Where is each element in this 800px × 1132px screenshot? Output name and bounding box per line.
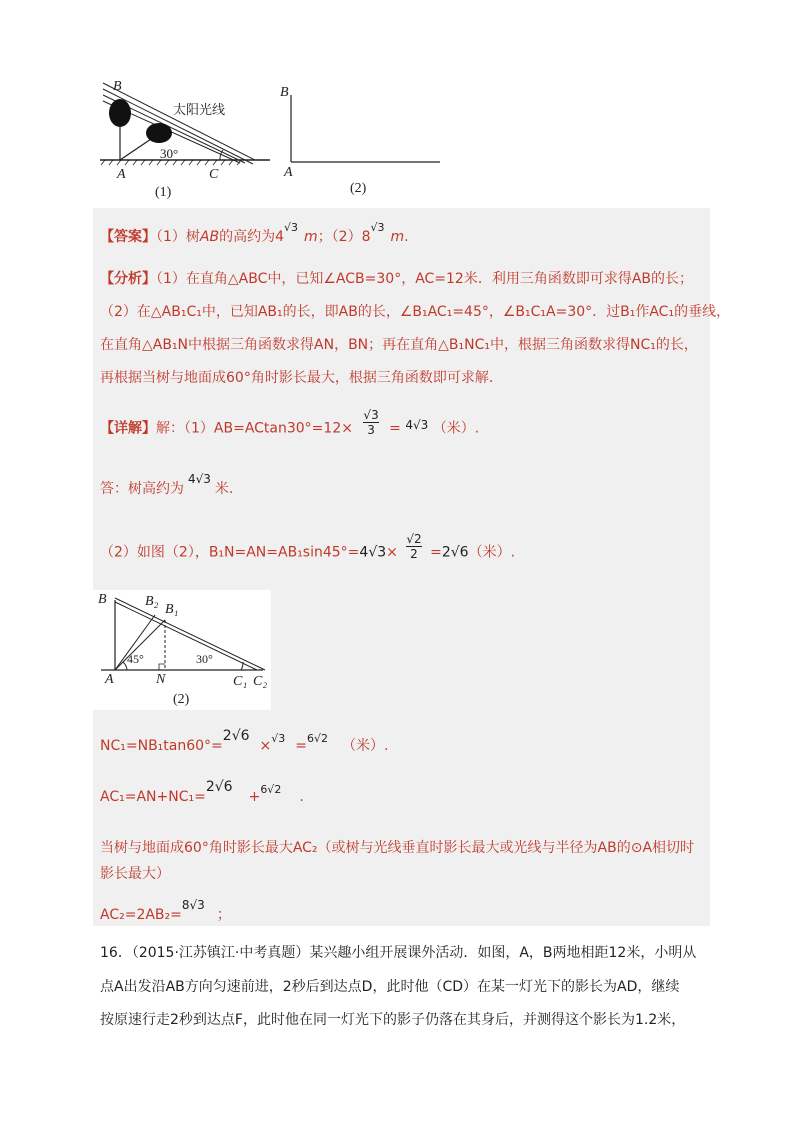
figure-1 [95,75,275,200]
detail-l2-unit: （米）. [468,544,516,561]
nc1-eq: = [295,738,308,754]
figure-2-top-svg [278,85,448,195]
answer-text-1: （1）树 [156,229,200,245]
fig2-angle-45: 45° [127,652,144,666]
fig2-angle-30: 30° [196,652,213,666]
fig1-label-a: A [117,167,126,182]
figure-2-top [278,85,448,195]
nc1-res: 6√2 [307,732,329,745]
fig2top-label-b: B [280,85,289,100]
detail-l2-times: × [386,544,398,561]
detail-l1-res: 4√3 [405,417,429,432]
frac1-num: √3 [363,408,379,422]
fig1-angle: 30° [160,146,179,161]
max-line-2: 影长最大） [100,866,170,882]
analysis-line-3: 在直角△AB₁N中根据三角函数求得AN，BN；再在直角△B₁NC₁中，根据三角函数求得NC₁的长， [100,337,698,353]
fig1-label-c: C [209,167,219,182]
analysis-text-1: （1）在直角△ABC中，已知∠ACB=30°，AC=12米．利用三角函数即可求得AB的长； [156,271,694,287]
answer-sep: ；（2）8 [317,229,371,245]
answer-ab: AB [199,229,220,245]
detail-l2-res: 2√6 [441,544,469,561]
detail-tag: 【详解】 [100,420,156,437]
frac2-num: √2 [406,532,422,546]
answer-sqrt3-b: √3 [370,221,385,234]
fig1-label-b: B [113,79,122,94]
detail-l2-eq: = [430,544,442,561]
answer-unit-2: m [390,229,405,245]
nc1-line [100,728,389,755]
q16-line-1: 16．（2015·江苏镇江·中考真题）某兴趣小组开展课外活动．如图，A，B两地相距12米，小明从 [100,945,697,961]
nc1-times: × [259,738,272,754]
nc1-a: 2√6 [222,728,250,744]
ac2-line [100,898,231,924]
fig2top-caption: (2) [350,181,367,196]
analysis-line-1 [100,268,693,288]
detail-l2-a: 4√3 [359,544,387,561]
sun-ray-label: 太阳光线 [173,103,226,118]
q16-line-2: 点A出发沿AB方向匀速前进，2秒后到达点D，此时他（CD）在某一灯光下的影长为AD，继续 [100,979,680,995]
analysis-tag: 【分析】 [100,271,156,287]
detail-frac-1 [363,408,378,437]
fig2-label-c1: C₁ [233,674,248,689]
detail-l1-eq: = [389,420,401,437]
answer-unit-1: m [304,229,318,245]
ac2-val: 8√3 [181,898,205,912]
fig2-label-a: A [105,672,114,687]
analysis-line-4: 再根据当树与地面成60°角时影长最大，根据三角函数即可求解. [100,370,494,386]
fig1-caption: (1) [155,185,172,200]
detail-l2-text: （2）如图（2），B₁N=AN=AB₁sin45°= [100,544,360,561]
ac1-b: 6√2 [260,783,282,796]
figure-2-detail [93,590,271,710]
fig2-label-b2: B₂ [145,594,159,609]
fig2-label-b: B [98,592,107,607]
detail-ans-unit: 米. [214,481,234,497]
ac1-line [100,779,304,805]
ac1-plus: + [248,789,261,805]
nc1-unit: （米）. [342,738,389,754]
fig2top-label-a: A [284,165,293,180]
ac1-end: . [299,789,304,805]
answer-text-2: 的高约为4 [219,229,285,245]
frac1-den: 3 [367,423,375,437]
fig2-label-n: N [156,672,166,687]
detail-l1-unit: （米）. [432,420,480,437]
detail-ans-text: 答：树高约为 [100,481,184,497]
ac2-text: AC₂=2AB₂= [100,907,182,923]
q16-line-3: 按原速行走2秒到达点F，此时他在同一灯光下的影子仍落在其身后，并测得这个影长为1.2米， [100,1012,686,1028]
ac1-a: 2√6 [205,779,233,795]
analysis-line-2: （2）在△AB₁C₁中，已知AB₁的长，即AB的长，∠B₁AC₁=45°，∠B₁C₁A=30°．过B₁作AC₁的垂线， [100,304,731,320]
fig2-label-c2: C₂ [253,674,268,689]
detail-ans-val: 4√3 [188,472,211,486]
fig2-caption: (2) [173,692,190,707]
detail-frac-2 [406,532,421,561]
ac2-end: ； [216,907,231,923]
frac2-den: 2 [410,547,418,561]
nc1-text: NC₁=NB₁tan60°= [100,738,223,754]
detail-l1-text: 解：（1）AB=ACtan30°=12× [156,420,353,437]
max-line-1: 当树与地面成60°角时影长最大AC₂（或树与光线垂直时影长最大或光线与半径为AB的⊙A相切时 [100,840,695,856]
detail-line-2 [100,532,516,567]
answer-end: . [404,229,409,245]
answer-sqrt3-a: √3 [284,221,299,234]
detail-line-1 [100,408,480,443]
answer-line [100,221,409,246]
answer-tag: 【答案】 [100,229,156,245]
detail-answer-line [100,472,234,498]
ac1-text: AC₁=AN+NC₁= [100,789,206,805]
fig2-label-b1: B₁ [165,602,179,617]
nc1-b: √3 [271,732,286,745]
